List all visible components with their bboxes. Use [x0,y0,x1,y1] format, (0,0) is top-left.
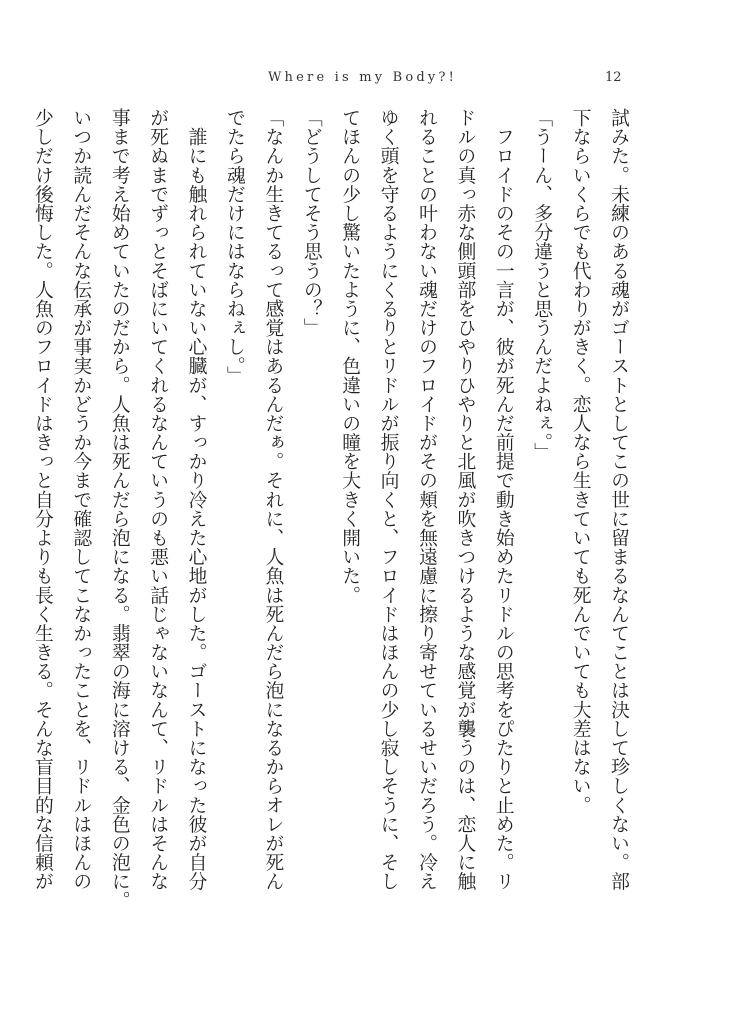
page-number: 12 [605,70,622,85]
page-header [0,70,735,94]
text-line-7: ゆく頭を守るようにくるりとリドルが振り向くと、フロイドはほんの少し寂しそうに、そし [377,108,399,891]
text-line-3: 「うーん、多分違うと思うんだよねぇ。」 [531,108,553,462]
text-line-14: 事まで考え始めていたのだから。人魚は死んだら泡になる。翡翠の海に溶ける、金色の泡に。 [108,108,130,910]
text-line-4: フロイドのその一言が、彼が死んだ前提で動き始めたリドルの思考をぴたりと止めた。リ [492,108,514,891]
vertical-text-body [31,108,637,918]
text-line-10: 「なんか生きてるって感覚はあるんだぁ。それに、人魚は死んだら泡になるからオレが死ん [262,108,284,891]
text-line-15: いつか読んだそんな伝承が事実かどうか今まで確認してこなかったことを、リドルはほんの [70,108,92,891]
text-line-13: が死ぬまでずっとそばにいてくれるなんていうのも悪い話じゃないなんて、リドルはそんな [147,108,169,891]
running-title: Where is my Body?! [268,70,458,85]
text-line-2: 下ならいくらでも代わりがきく。恋人なら生きていても死んでいても大差はない。 [569,108,591,815]
text-line-12: 誰にも触れられていない心臓が、すっかり冷えた心地がした。ゴーストになった彼が自分 [185,108,207,891]
text-line-6: れることの叶わない魂だけのフロイドがその頬を無遠慮に擦り寄せているせいだろう。冷え [415,108,437,891]
text-line-8: てほんの少し驚いたように、色違いの瞳を大きく開いた。 [339,108,361,605]
text-line-1: 試みた。未練のある魂がゴーストとしてこの世に留まるなんてことは決して珍しくない。部 [608,108,629,891]
text-line-9: 「どうしてそう思うの？」 [300,108,322,338]
text-line-11: でたら魂だけにはならねぇし。」 [223,108,245,385]
text-line-5: ドルの真っ赤な側頭部をひやりひやりと北風が吹きつけるような感覚が襲うのは、恋人に触 [454,108,476,891]
text-line-16: 少しだけ後悔した。人魚のフロイドはきっと自分よりも長く生きる。そんな盲目的な信頼が [31,108,53,891]
